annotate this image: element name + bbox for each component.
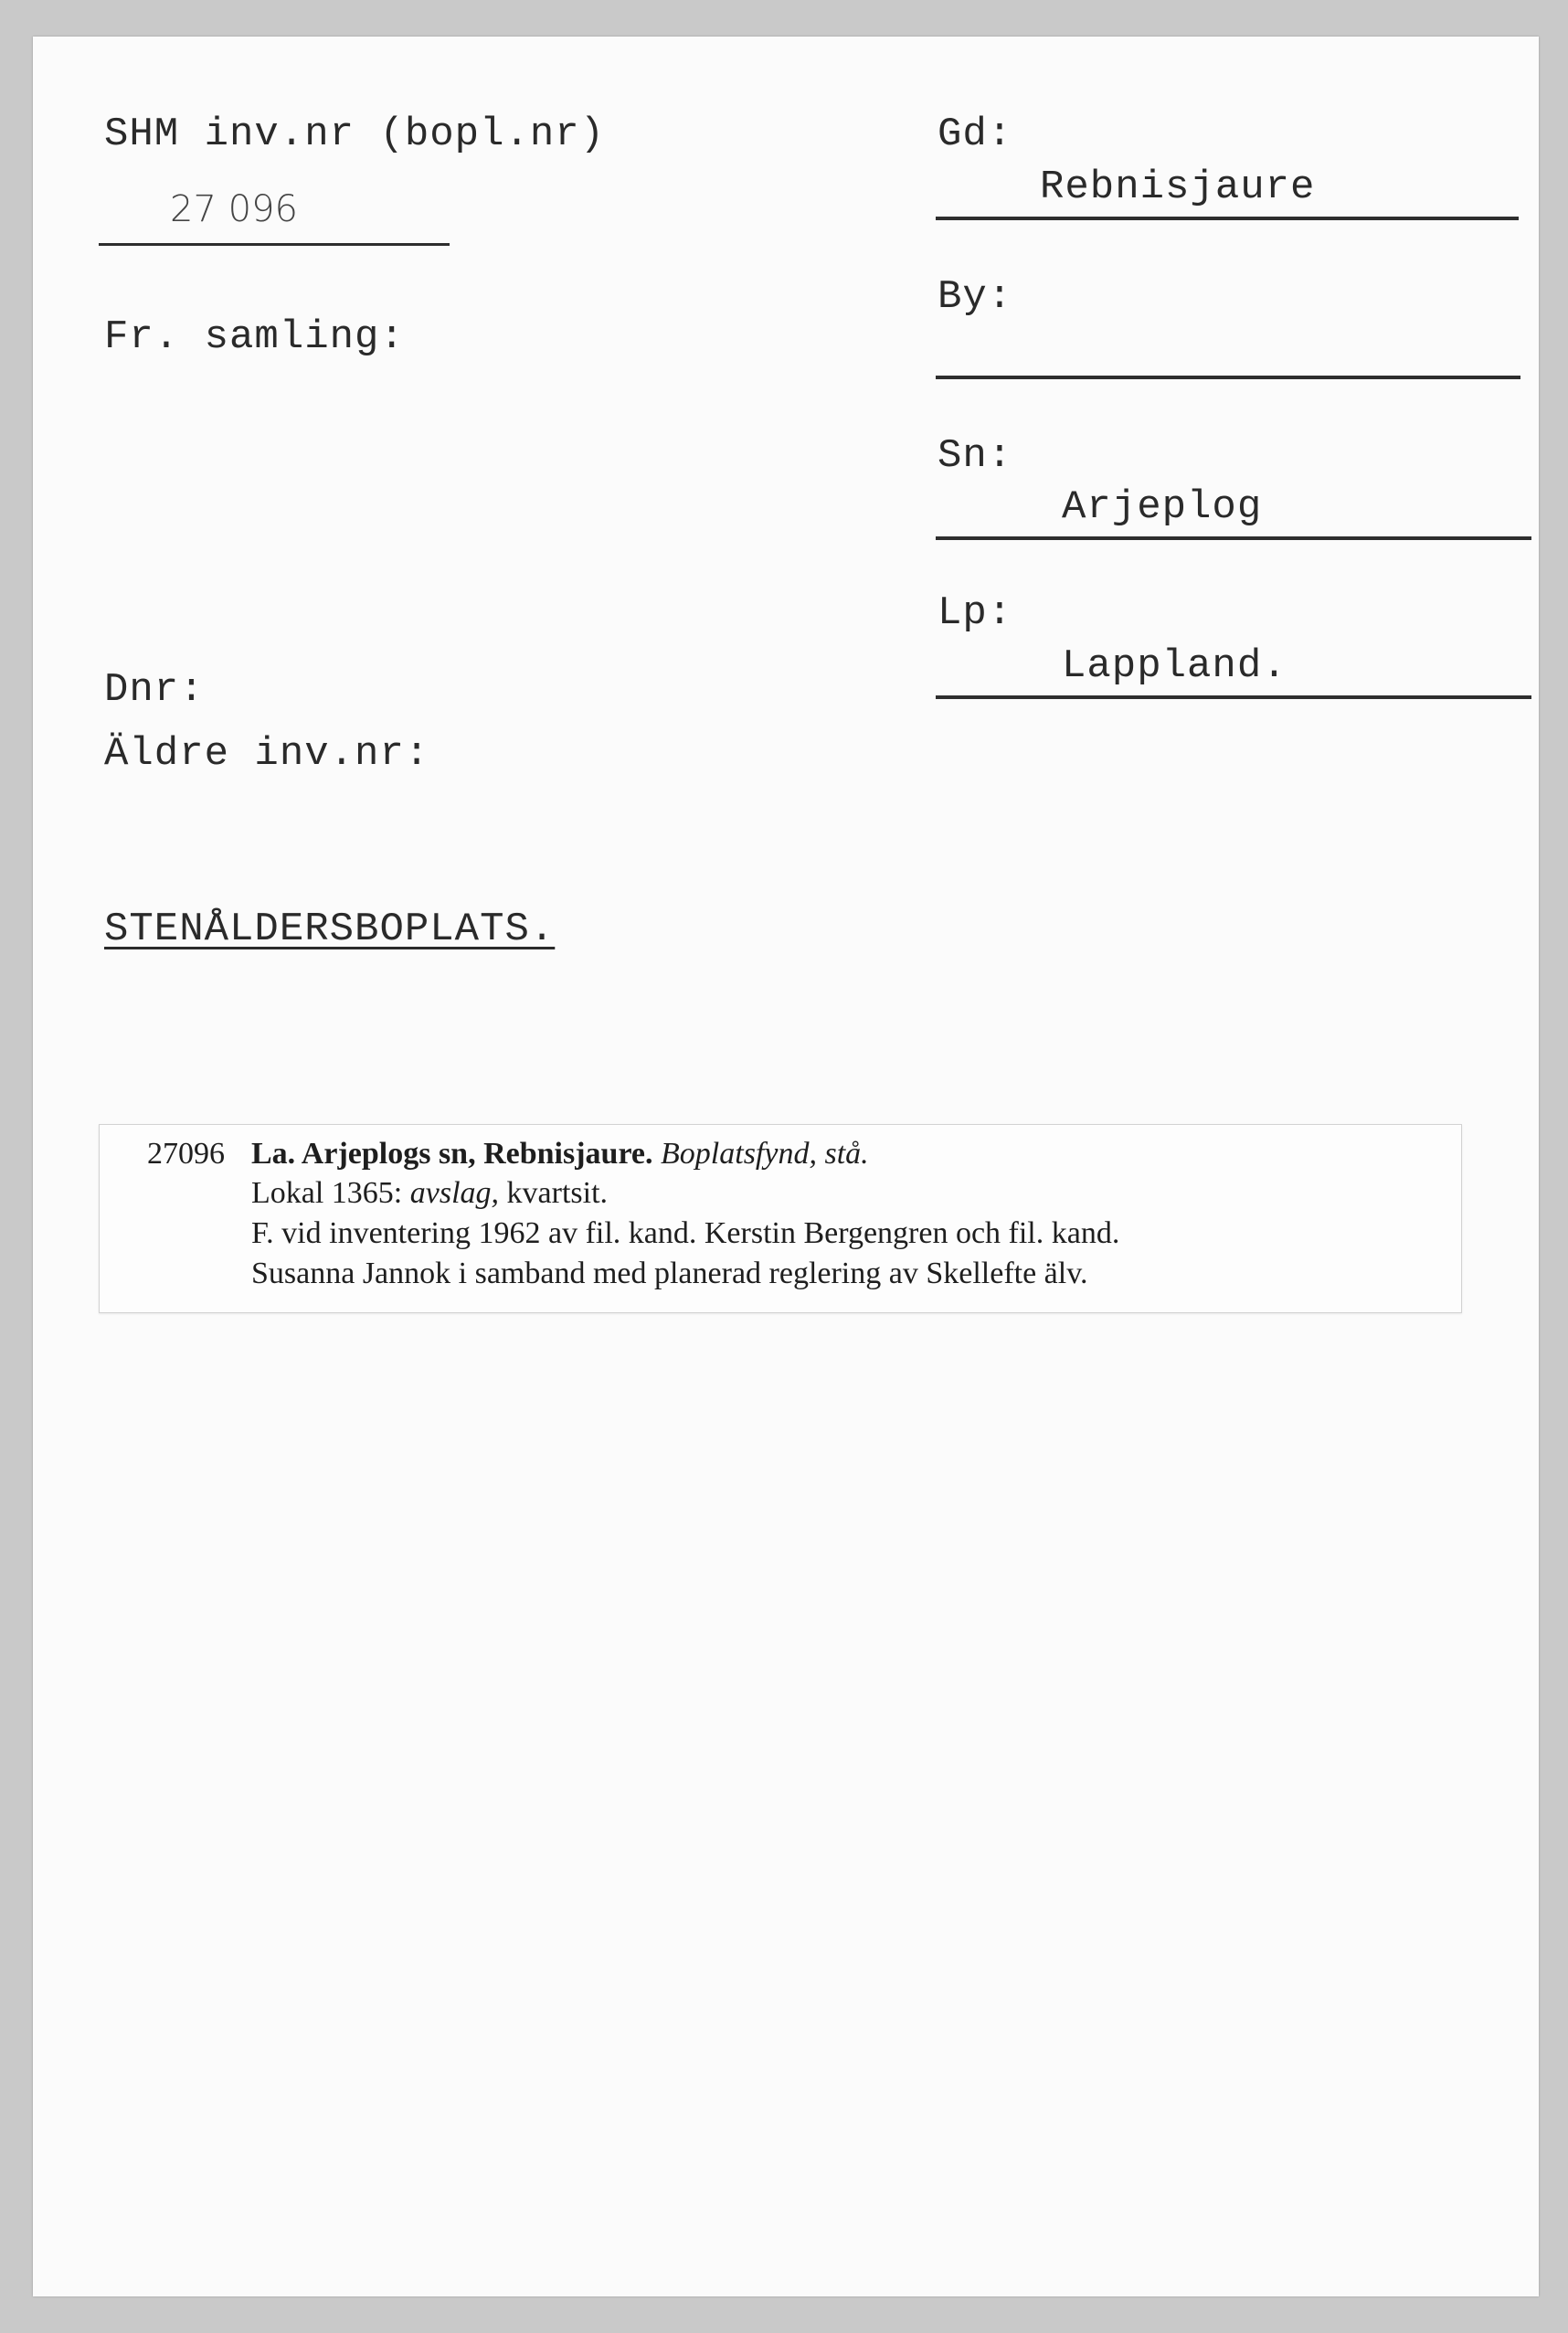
clipping-heading [251, 1137, 869, 1172]
clipping-heading-italic: Boplatsfynd, stå. [661, 1137, 869, 1171]
lp-label: Lp: [938, 590, 1013, 636]
gd-rule [936, 217, 1519, 220]
gd-value: Rebnisjaure [1040, 164, 1316, 210]
by-rule [936, 376, 1520, 379]
sn-rule [936, 536, 1531, 540]
gd-label: Gd: [938, 111, 1013, 157]
inv-number-rule [99, 243, 450, 246]
sn-label: Sn: [938, 433, 1013, 479]
category-heading: STENÅLDERSBOPLATS. [104, 907, 556, 952]
clipping-line-2 [251, 1176, 608, 1211]
lp-value: Lappland. [1062, 643, 1287, 689]
by-label: By: [938, 274, 1013, 320]
clipping-line-2-b: kvartsit. [506, 1176, 609, 1210]
clipping-line-4: Susanna Jannok i samband med planerad reglering av Skellefte älv. [251, 1257, 1088, 1290]
fr-samling-label: Fr. samling: [104, 314, 405, 360]
clipping-line-2-a: Lokal 1365: [251, 1176, 403, 1210]
clipping-heading-bold: La. Arjeplogs sn, Rebnisjaure. [251, 1137, 653, 1171]
dnr-label: Dnr: [104, 667, 205, 713]
inv-label: SHM inv.nr (bopl.nr) [104, 111, 606, 157]
printed-clipping [99, 1124, 1462, 1313]
sn-value: Arjeplog [1062, 484, 1263, 530]
lp-rule [936, 695, 1531, 699]
catalog-card [33, 37, 1539, 2296]
aldre-inv-label: Äldre inv.nr: [104, 731, 430, 777]
clipping-line-2-italic: avslag, [409, 1176, 500, 1210]
clipping-number: 27096 [147, 1137, 225, 1171]
inv-number: 27 096 [170, 188, 298, 230]
clipping-line-3: F. vid inventering 1962 av fil. kand. Kerstin Bergengren och fil. kand. [251, 1216, 1120, 1250]
